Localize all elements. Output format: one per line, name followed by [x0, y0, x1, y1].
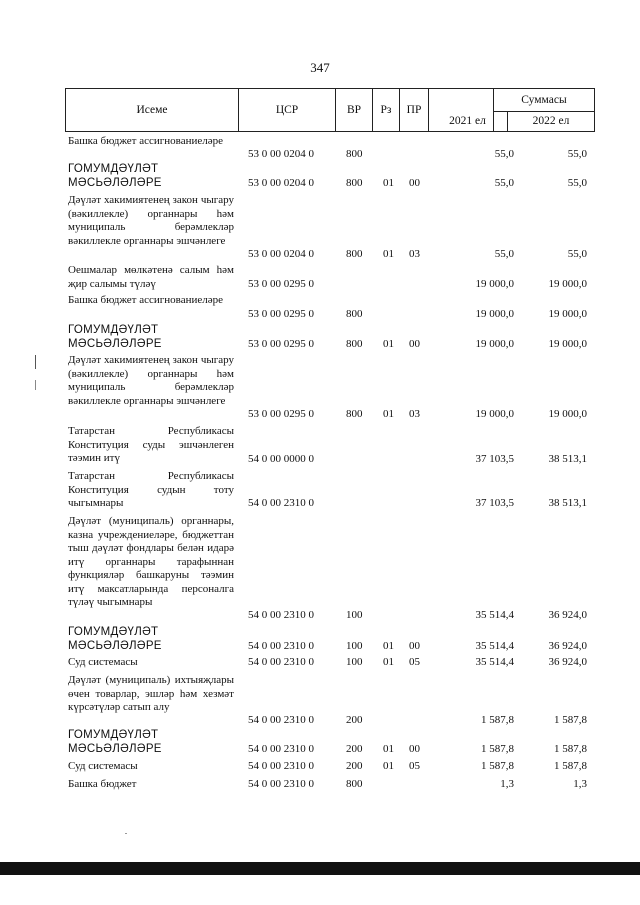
row-vr: 800 — [346, 778, 363, 790]
row-pr: 05 — [409, 656, 420, 668]
row-2022: 1,3 — [573, 778, 587, 790]
row-2021: 1 587,8 — [481, 760, 514, 772]
scan-speck — [125, 833, 127, 834]
row-2022: 38 513,1 — [548, 497, 587, 509]
row-vr: 200 — [346, 760, 363, 772]
row-2022: 36 924,0 — [548, 640, 587, 652]
row-csr: 54 0 00 2310 0 — [248, 760, 314, 772]
row-csr: 54 0 00 2310 0 — [248, 778, 314, 790]
row-name: Башка бюджет ассигнованиеләре — [68, 294, 223, 306]
row-name: Татарстан Республикасы Конституция судын тоту чыгымнары — [68, 470, 234, 509]
page-number: 347 — [310, 60, 330, 75]
row-rz: 01 — [383, 248, 394, 260]
row-name: ГОМУМДӘҮЛӘТ МӘСЬӘЛӘЛӘРЕ — [68, 163, 162, 189]
row-pr: 00 — [409, 640, 420, 652]
row-name: Суд системасы — [68, 656, 138, 668]
row-name: ГОМУМДӘҮЛӘТ МӘСЬӘЛӘЛӘРЕ — [68, 324, 162, 350]
row-name: Дәүләт (муниципаль) органнары, казна учреждениеләре, бюджеттан тыш дәүләт фондлары белән идарә итү органнары тарафыннан функцияләр башкаруны тәэмин итү максатларында персоналга түләү чыгымнары — [68, 515, 234, 608]
row-csr: 54 0 00 2310 0 — [248, 640, 314, 652]
row-csr: 54 0 00 0000 0 — [248, 453, 314, 465]
row-csr: 53 0 00 0295 0 — [248, 308, 314, 320]
row-2021: 1 587,8 — [481, 743, 514, 755]
row-2022: 1 587,8 — [554, 743, 587, 755]
row-rz: 01 — [383, 408, 394, 420]
row-csr: 53 0 00 0295 0 — [248, 278, 314, 290]
row-2022: 55,0 — [567, 248, 587, 260]
row-pr: 05 — [409, 760, 420, 772]
row-csr: 54 0 00 2310 0 — [248, 714, 314, 726]
row-csr: 53 0 00 0295 0 — [248, 408, 314, 420]
scan-bottom-bar — [0, 862, 640, 875]
row-2022: 19 000,0 — [548, 308, 587, 320]
row-2022: 36 924,0 — [548, 609, 587, 621]
row-vr: 100 — [346, 656, 363, 668]
row-2021: 19 000,0 — [475, 278, 514, 290]
margin-mark — [35, 355, 36, 369]
row-2021: 19 000,0 — [475, 338, 514, 350]
row-name: ГОМУМДӘҮЛӘТ МӘСЬӘЛӘЛӘРЕ — [68, 729, 162, 755]
row-name: Дәүләт (муниципаль) ихтыяҗлары өчен товарлар, эшләр һәм хезмәт күрсәтүләр сатып алу — [68, 674, 234, 713]
row-2021: 35 514,4 — [475, 656, 514, 668]
row-pr: 00 — [409, 177, 420, 189]
row-rz: 01 — [383, 177, 394, 189]
row-csr: 53 0 00 0295 0 — [248, 338, 314, 350]
row-2022: 19 000,0 — [548, 278, 587, 290]
header-year-2022: 2022 ел — [532, 115, 570, 127]
row-name: ГОМУМДӘҮЛӘТ МӘСЬӘЛӘЛӘРЕ — [68, 626, 162, 652]
row-2021: 37 103,5 — [475, 497, 514, 509]
row-vr: 800 — [346, 148, 363, 160]
row-rz: 01 — [383, 743, 394, 755]
header-sums: Суммасы — [494, 89, 594, 112]
row-2021: 37 103,5 — [475, 453, 514, 465]
row-2021: 19 000,0 — [475, 408, 514, 420]
row-csr: 54 0 00 2310 0 — [248, 497, 314, 509]
row-2021: 1 587,8 — [481, 714, 514, 726]
row-rz: 01 — [383, 760, 394, 772]
row-csr: 53 0 00 0204 0 — [248, 148, 314, 160]
row-csr: 54 0 00 2310 0 — [248, 609, 314, 621]
row-2022: 55,0 — [567, 148, 587, 160]
row-2021: 1,3 — [500, 778, 514, 790]
row-rz: 01 — [383, 338, 394, 350]
margin-mark — [35, 380, 36, 390]
row-2022: 38 513,1 — [548, 453, 587, 465]
row-vr: 800 — [346, 338, 363, 350]
row-vr: 800 — [346, 177, 363, 189]
table-header — [65, 88, 595, 132]
header-csr: ЦСР — [239, 89, 336, 131]
header-vr: ВР — [336, 89, 373, 131]
row-2021: 55,0 — [494, 148, 514, 160]
row-pr: 00 — [409, 743, 420, 755]
row-csr: 54 0 00 2310 0 — [248, 656, 314, 668]
row-2022: 1 587,8 — [554, 714, 587, 726]
row-rz: 01 — [383, 656, 394, 668]
row-vr: 800 — [346, 248, 363, 260]
row-2021: 35 514,4 — [475, 640, 514, 652]
row-pr: 03 — [409, 248, 420, 260]
row-vr: 100 — [346, 609, 363, 621]
row-name: Суд системасы — [68, 760, 138, 772]
row-pr: 00 — [409, 338, 420, 350]
row-csr: 53 0 00 0204 0 — [248, 248, 314, 260]
row-vr: 100 — [346, 640, 363, 652]
header-name: Исеме — [66, 89, 239, 131]
row-2021: 55,0 — [494, 248, 514, 260]
row-2022: 19 000,0 — [548, 408, 587, 420]
row-2022: 19 000,0 — [548, 338, 587, 350]
row-name: Татарстан Республикасы Конституция суды эшчәнлеген тәэмин итү — [68, 425, 234, 464]
row-rz: 01 — [383, 640, 394, 652]
row-2021: 35 514,4 — [475, 609, 514, 621]
row-2022: 1 587,8 — [554, 760, 587, 772]
row-name: Башка бюджет — [68, 778, 137, 790]
row-csr: 53 0 00 0204 0 — [248, 177, 314, 189]
row-2021: 55,0 — [494, 177, 514, 189]
row-2022: 36 924,0 — [548, 656, 587, 668]
row-pr: 03 — [409, 408, 420, 420]
row-name: Дәүләт хакимиятенең закон чыгару (вәкиллекле) органнары һәм муниципаль берәмлекләр вәкиллекле органнары эшчәнлеге — [68, 354, 234, 407]
row-2022: 55,0 — [567, 177, 587, 189]
row-2021: 19 000,0 — [475, 308, 514, 320]
header-pr: ПР — [406, 104, 422, 116]
row-name: Дәүләт хакимиятенең закон чыгару (вәкиллекле) органнары һәм муниципаль берәмлекләр вәкиллекле органнары эшчәнлеге — [68, 194, 234, 247]
header-rz: Рз — [373, 89, 400, 131]
header-year-2021: 2021 ел — [428, 111, 508, 131]
row-name: Оешмалар мөлкәтенә салым һәм җир салымы түләү — [68, 264, 234, 290]
row-vr: 800 — [346, 408, 363, 420]
row-vr: 800 — [346, 308, 363, 320]
row-csr: 54 0 00 2310 0 — [248, 743, 314, 755]
row-vr: 200 — [346, 714, 363, 726]
row-name: Башка бюджет ассигнованиеләре — [68, 135, 223, 147]
row-vr: 200 — [346, 743, 363, 755]
